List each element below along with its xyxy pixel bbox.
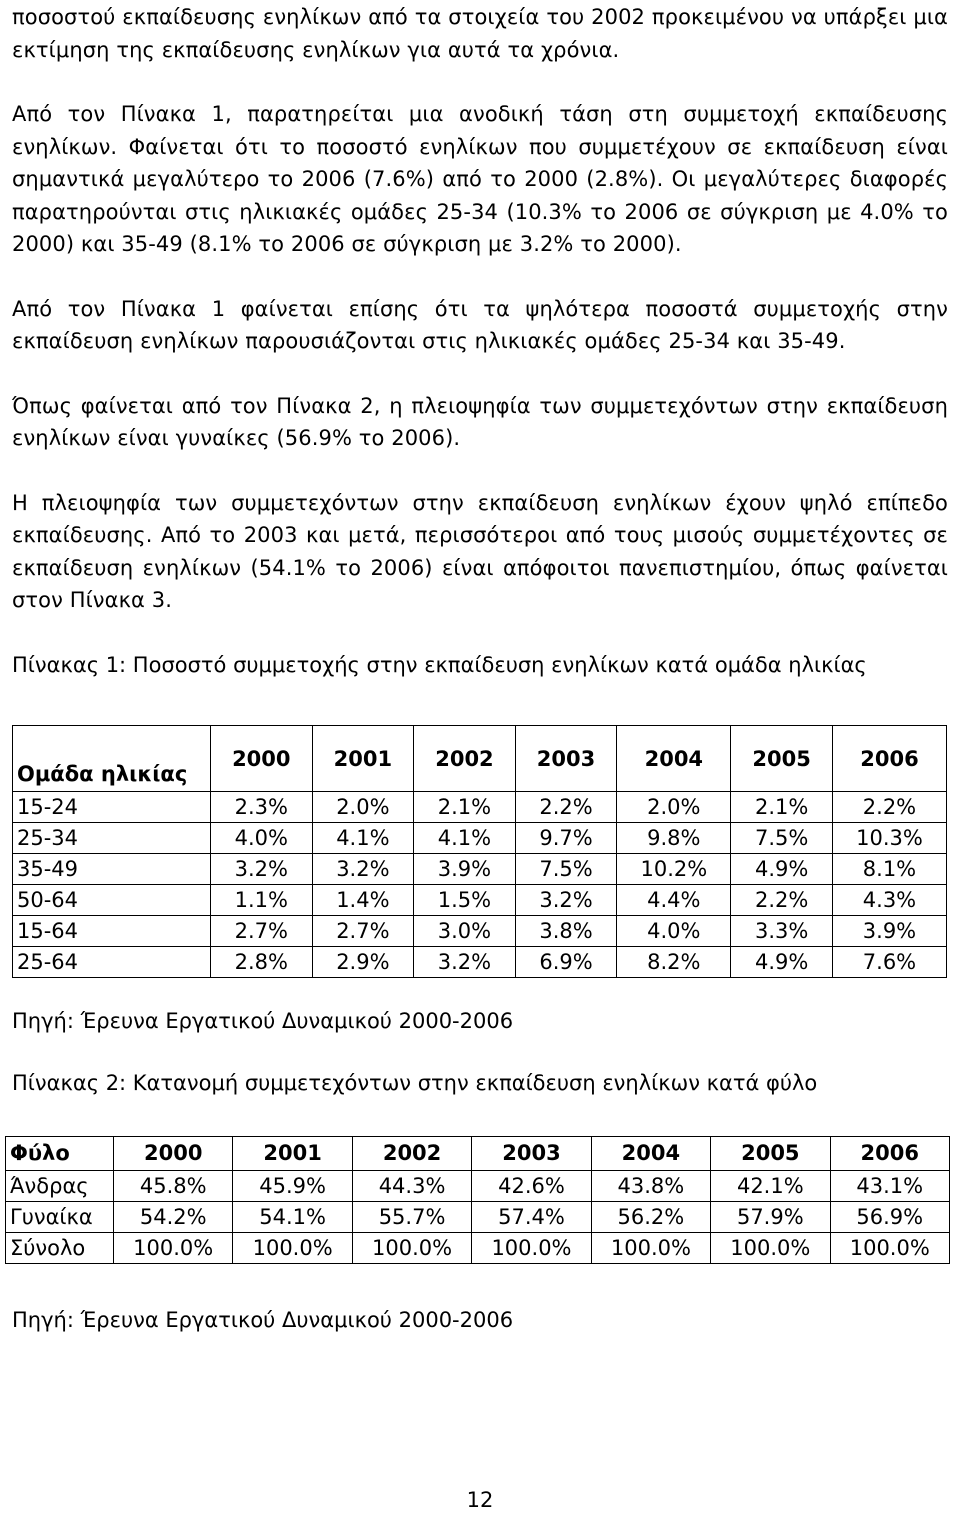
table2-cell: 44.3% bbox=[352, 1170, 471, 1201]
table2-header-cell: 2006 bbox=[830, 1136, 949, 1170]
table1-cell: 3.2% bbox=[312, 854, 414, 885]
table2-cell: 54.1% bbox=[233, 1201, 352, 1232]
page-number: 12 bbox=[466, 1488, 494, 1512]
table1-header-cell: 2000 bbox=[211, 726, 313, 792]
table2-cell: 43.8% bbox=[591, 1170, 710, 1201]
table1-cell: 3.2% bbox=[211, 854, 313, 885]
table1-header-cell: 2004 bbox=[617, 726, 731, 792]
table1-cell: 4.4% bbox=[617, 885, 731, 916]
table1-cell: 3.2% bbox=[414, 947, 516, 978]
table1-cell: 4.1% bbox=[414, 823, 516, 854]
table1-cell: 2.7% bbox=[211, 916, 313, 947]
table1-source: Πηγή: Έρευνα Εργατικού Δυναμικού 2000-2006 bbox=[12, 1009, 514, 1033]
table2-header-cell: 2005 bbox=[711, 1136, 830, 1170]
table2-cell: 100.0% bbox=[711, 1232, 830, 1263]
table2-cell: 54.2% bbox=[114, 1201, 233, 1232]
table2-cell: 45.9% bbox=[233, 1170, 352, 1201]
table1-row-label: 25-34 bbox=[13, 823, 211, 854]
table1-row-label: 25-64 bbox=[13, 947, 211, 978]
table1-cell: 2.0% bbox=[312, 792, 414, 823]
table2-row bbox=[6, 1170, 950, 1201]
table1-row bbox=[13, 947, 947, 978]
table1-cell: 4.0% bbox=[211, 823, 313, 854]
table2-header-cell: 2002 bbox=[352, 1136, 471, 1170]
table1-cell: 6.9% bbox=[515, 947, 617, 978]
table2-row bbox=[6, 1201, 950, 1232]
table2-cell: 100.0% bbox=[830, 1232, 949, 1263]
document-page bbox=[12, 0, 948, 1335]
table1-header-cell: 2005 bbox=[731, 726, 833, 792]
table1-cell: 10.2% bbox=[617, 854, 731, 885]
table1-cell: 9.8% bbox=[617, 823, 731, 854]
table1-cell: 3.0% bbox=[414, 916, 516, 947]
table2-row bbox=[6, 1232, 950, 1263]
table1-header-cell: Ομάδα ηλικίας bbox=[13, 726, 211, 792]
table1-cell: 2.7% bbox=[312, 916, 414, 947]
table1-row bbox=[13, 916, 947, 947]
table1-cell: 2.8% bbox=[211, 947, 313, 978]
table2-source: Πηγή: Έρευνα Εργατικού Δυναμικού 2000-2006 bbox=[12, 1307, 514, 1332]
table1-row-label: 15-64 bbox=[13, 916, 211, 947]
table1-cell: 2.2% bbox=[515, 792, 617, 823]
table1-header-cell: 2006 bbox=[832, 726, 946, 792]
paragraph-table1-highest: Από τον Πίνακα 1 φαίνεται επίσης ότι τα ψηλότερα ποσοστά συμμετοχής στην εκπαίδευση ενηλίκων παρουσιάζονται στις ηλικιακές ομάδες 25-34 και 35-49. bbox=[12, 296, 948, 353]
table2-cell: 57.4% bbox=[472, 1201, 591, 1232]
paragraph-table2-women: Όπως φαίνεται από τον Πίνακα 2, η πλειοψηφία των συμμετεχόντων στην εκπαίδευση ενηλίκων είναι γυναίκες (56.9% το 2006). bbox=[12, 393, 948, 450]
table1-cell: 4.3% bbox=[832, 885, 946, 916]
table2-row-label: Σύνολο bbox=[6, 1232, 114, 1263]
table2-gender bbox=[5, 1136, 950, 1264]
table1-header-cell: 2001 bbox=[312, 726, 414, 792]
table1-row-label: 35-49 bbox=[13, 854, 211, 885]
table1-cell: 4.0% bbox=[617, 916, 731, 947]
table1-cell: 3.9% bbox=[832, 916, 946, 947]
table1-cell: 2.0% bbox=[617, 792, 731, 823]
table1-cell: 4.1% bbox=[312, 823, 414, 854]
table2-caption: Πίνακας 2: Κατανομή συμμετεχόντων στην εκπαίδευση ενηλίκων κατά φύλο bbox=[12, 1071, 818, 1095]
table1-cell: 10.3% bbox=[832, 823, 946, 854]
table1-row bbox=[13, 792, 947, 823]
table1-cell: 2.9% bbox=[312, 947, 414, 978]
table1-row bbox=[13, 885, 947, 916]
table2-header-cell: Φύλο bbox=[6, 1136, 114, 1170]
table2-cell: 55.7% bbox=[352, 1201, 471, 1232]
table2-cell: 100.0% bbox=[472, 1232, 591, 1263]
table2-header-row bbox=[6, 1136, 950, 1170]
table1-row bbox=[13, 854, 947, 885]
table1-cell: 1.5% bbox=[414, 885, 516, 916]
table1-header-cell: 2003 bbox=[515, 726, 617, 792]
table2-row-label: Γυναίκα bbox=[6, 1201, 114, 1232]
table2-row-label: Άνδρας bbox=[6, 1170, 114, 1201]
table1-cell: 7.5% bbox=[515, 854, 617, 885]
table1-row-label: 50-64 bbox=[13, 885, 211, 916]
table2-cell: 43.1% bbox=[830, 1170, 949, 1201]
table1-cell: 8.2% bbox=[617, 947, 731, 978]
table1-cell: 7.6% bbox=[832, 947, 946, 978]
table1-cell: 4.9% bbox=[731, 854, 833, 885]
table1-caption: Πίνακας 1: Ποσοστό συμμετοχής στην εκπαίδευση ενηλίκων κατά ομάδα ηλικίας bbox=[12, 652, 867, 677]
table2-cell: 45.8% bbox=[114, 1170, 233, 1201]
table2-cell: 56.2% bbox=[591, 1201, 710, 1232]
table1-cell: 2.2% bbox=[731, 885, 833, 916]
table2-cell: 56.9% bbox=[830, 1201, 949, 1232]
table1-age-groups bbox=[12, 725, 947, 978]
table2-header-cell: 2003 bbox=[472, 1136, 591, 1170]
table2-header-cell: 2001 bbox=[233, 1136, 352, 1170]
table2-cell: 100.0% bbox=[114, 1232, 233, 1263]
table2-cell: 100.0% bbox=[352, 1232, 471, 1263]
table2-header-cell: 2004 bbox=[591, 1136, 710, 1170]
table1-cell: 1.1% bbox=[211, 885, 313, 916]
table1-cell: 3.8% bbox=[515, 916, 617, 947]
table1-cell: 2.1% bbox=[414, 792, 516, 823]
table1-cell: 4.9% bbox=[731, 947, 833, 978]
table1-row bbox=[13, 823, 947, 854]
table1-cell: 2.2% bbox=[832, 792, 946, 823]
table2-cell: 42.6% bbox=[472, 1170, 591, 1201]
table1-header-cell: 2002 bbox=[414, 726, 516, 792]
table1-cell: 8.1% bbox=[832, 854, 946, 885]
table1-header-row bbox=[13, 726, 947, 792]
paragraph-education-level: Η πλειοψηφία των συμμετεχόντων στην εκπαίδευση ενηλίκων έχουν ψηλό επίπεδο εκπαίδευσης. Από το 2003 και μετά, περισσότεροι από τους μισούς συμμετέχοντες σε εκπαίδευση ενηλίκων (54.1% το 2006) είναι απόφοιτοι πανεπιστημίου, όπως φαίνεται στον Πίνακα 3. bbox=[12, 490, 948, 612]
table1-cell: 3.9% bbox=[414, 854, 516, 885]
table2-cell: 100.0% bbox=[233, 1232, 352, 1263]
table1-cell: 3.3% bbox=[731, 916, 833, 947]
table1-cell: 9.7% bbox=[515, 823, 617, 854]
paragraph-table1-trend: Από τον Πίνακα 1, παρατηρείται μια ανοδική τάση στη συμμετοχή εκπαίδευσης ενηλίκων. Φαίνεται ότι το ποσοστό ενηλίκων που συμμετέχουν σε εκπαίδευση είναι σημαντικά μεγαλύτερο το 2006 (7.6%) από το 2000 (2.8%). Οι μεγαλύτερες διαφορές παρατηρούνται στις ηλικιακές ομάδες 25-34 (10.3% το 2006 σε σύγκριση με 4.0% το 2000) και 35-49 (8.1% το 2006 σε σύγκριση με 3.2% το 2000). bbox=[12, 102, 948, 256]
table1-cell: 3.2% bbox=[515, 885, 617, 916]
table2-header-cell: 2000 bbox=[114, 1136, 233, 1170]
table1-row-label: 15-24 bbox=[13, 792, 211, 823]
table1-cell: 2.3% bbox=[211, 792, 313, 823]
table1-cell: 2.1% bbox=[731, 792, 833, 823]
table2-cell: 100.0% bbox=[591, 1232, 710, 1263]
paragraph-continuation: ποσοστού εκπαίδευσης ενηλίκων από τα στοιχεία του 2002 προκειμένου να υπάρξει μια εκτίμηση της εκπαίδευσης ενηλίκων για αυτά τα χρόνια. bbox=[12, 5, 948, 62]
table2-cell: 42.1% bbox=[711, 1170, 830, 1201]
table1-cell: 1.4% bbox=[312, 885, 414, 916]
table1-cell: 7.5% bbox=[731, 823, 833, 854]
table2-cell: 57.9% bbox=[711, 1201, 830, 1232]
